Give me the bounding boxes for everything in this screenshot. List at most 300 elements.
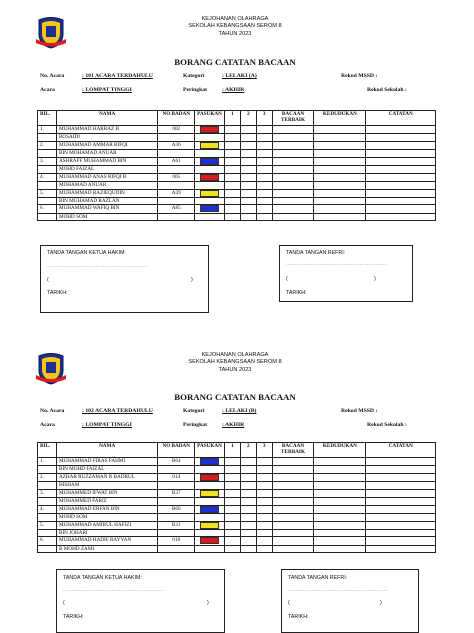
cell-empty[interactable]	[272, 458, 314, 466]
cell-pasukan	[195, 141, 225, 149]
cell-empty[interactable]	[272, 521, 314, 529]
cell-empty[interactable]	[240, 481, 256, 489]
cell-empty[interactable]	[240, 466, 256, 474]
cell-empty[interactable]	[314, 165, 366, 173]
cell-empty[interactable]	[366, 134, 436, 142]
cell-empty[interactable]	[224, 197, 240, 205]
school-header	[150, 352, 320, 374]
cell-empty[interactable]	[272, 513, 314, 521]
cell-empty[interactable]	[195, 181, 225, 189]
cell-empty[interactable]	[366, 497, 436, 505]
cell-empty[interactable]	[240, 458, 256, 466]
signature-box-referee	[281, 569, 419, 633]
cell-empty[interactable]	[256, 545, 272, 553]
cell-empty[interactable]	[314, 489, 366, 497]
cell-empty[interactable]	[256, 213, 272, 221]
cell-empty[interactable]	[158, 481, 195, 489]
cell-empty[interactable]	[224, 149, 240, 157]
cell-empty[interactable]	[240, 545, 256, 553]
table-row	[38, 489, 436, 497]
cell-pasukan	[195, 473, 225, 481]
cell-no-badan: 018	[158, 537, 195, 545]
cell-empty[interactable]	[256, 149, 272, 157]
cell-empty[interactable]	[314, 473, 366, 481]
cell-empty[interactable]	[224, 529, 240, 537]
cell-empty[interactable]	[272, 529, 314, 537]
cell-bil: 4.	[38, 505, 57, 513]
team-color-swatch	[200, 474, 219, 481]
cell-empty[interactable]	[314, 521, 366, 529]
form-title: BORANG CATATAN BACAAN	[174, 392, 296, 402]
cell-empty[interactable]	[314, 529, 366, 537]
cell-empty[interactable]	[256, 473, 272, 481]
cell-pasukan	[195, 537, 225, 545]
cell-empty[interactable]	[314, 134, 366, 142]
cell-no-badan: 002	[158, 126, 195, 134]
cell-empty[interactable]	[314, 126, 366, 134]
col-attempt-3: 3	[256, 111, 272, 126]
cell-empty[interactable]	[272, 126, 314, 134]
header-line: SEKOLAH KEBANGSAAN SEROM 8	[188, 23, 282, 30]
cell-empty[interactable]	[272, 545, 314, 553]
cell-pasukan	[195, 173, 225, 181]
cell-empty[interactable]	[224, 497, 240, 505]
cell-empty[interactable]	[272, 466, 314, 474]
cell-empty	[38, 165, 57, 173]
acara-value: : LOMPAT TINGGI	[82, 87, 132, 93]
cell-empty[interactable]	[256, 197, 272, 205]
acara-value: : LOMPAT TINGGI	[82, 422, 132, 428]
cell-empty[interactable]	[240, 205, 256, 213]
table-row	[38, 473, 436, 481]
cell-empty	[38, 134, 57, 142]
col-catatan: CATATAN	[366, 111, 436, 126]
cell-empty[interactable]	[224, 489, 240, 497]
cell-empty[interactable]	[272, 165, 314, 173]
cell-empty[interactable]	[240, 149, 256, 157]
cell-empty[interactable]	[272, 134, 314, 142]
table-row	[38, 173, 436, 181]
cell-bil: 2.	[38, 141, 57, 149]
cell-empty[interactable]	[256, 497, 272, 505]
cell-empty[interactable]	[256, 529, 272, 537]
cell-empty[interactable]	[314, 197, 366, 205]
cell-empty[interactable]	[366, 205, 436, 213]
team-color-swatch	[200, 158, 219, 165]
acara-label: Acara	[40, 87, 55, 93]
kategori-label: Kategori	[183, 73, 205, 79]
cell-empty[interactable]	[240, 521, 256, 529]
cell-nama-line2: B MOHD ZAMI	[56, 545, 157, 553]
cell-empty[interactable]	[256, 513, 272, 521]
cell-empty[interactable]	[256, 521, 272, 529]
table-row-continuation	[38, 466, 436, 474]
school-crest-icon	[33, 14, 69, 50]
cell-empty[interactable]	[272, 149, 314, 157]
cell-bil: 6.	[38, 537, 57, 545]
cell-empty[interactable]	[366, 213, 436, 221]
sig-paren-open: (	[288, 600, 290, 606]
cell-empty[interactable]	[366, 165, 436, 173]
cell-empty[interactable]	[314, 545, 366, 553]
cell-empty[interactable]	[256, 466, 272, 474]
cell-empty[interactable]	[366, 529, 436, 537]
cell-empty[interactable]	[256, 505, 272, 513]
header-line: TAHUN 2023	[218, 366, 252, 373]
team-color-swatch	[200, 522, 219, 529]
cell-empty[interactable]	[240, 141, 256, 149]
cell-empty[interactable]	[224, 505, 240, 513]
cell-empty[interactable]	[195, 497, 225, 505]
cell-empty[interactable]	[224, 545, 240, 553]
sig-paren-close: )	[207, 600, 209, 606]
cell-empty[interactable]	[366, 481, 436, 489]
cell-empty[interactable]	[366, 173, 436, 181]
cell-empty[interactable]	[195, 466, 225, 474]
cell-empty[interactable]	[240, 505, 256, 513]
cell-empty[interactable]	[272, 189, 314, 197]
cell-empty[interactable]	[314, 513, 366, 521]
peringkat-value: : AKHIR	[222, 422, 245, 428]
cell-empty[interactable]	[366, 189, 436, 197]
cell-nama-line1: MUHAMMAD AMMAR RIFQI	[56, 141, 157, 149]
table-row-continuation	[38, 134, 436, 142]
cell-empty[interactable]	[224, 165, 240, 173]
cell-empty[interactable]	[314, 189, 366, 197]
cell-empty[interactable]	[224, 521, 240, 529]
cell-empty[interactable]	[366, 149, 436, 157]
cell-empty[interactable]	[224, 205, 240, 213]
cell-empty[interactable]	[240, 134, 256, 142]
cell-nama-line1: MUHAMMAD HADIF RAYYAN	[56, 537, 157, 545]
cell-nama-line2: MOHD SOM	[56, 513, 157, 521]
cell-nama-line1: AZHAR RUZZAMAN B BADRUL	[56, 473, 157, 481]
cell-empty[interactable]	[314, 505, 366, 513]
no-acara-value: : 102 ACARA TERDAHULU	[82, 408, 153, 414]
cell-empty[interactable]	[256, 173, 272, 181]
sig-dots: ....................................................................	[47, 263, 148, 269]
cell-no-badan: A39	[158, 189, 195, 197]
school-crest-icon	[33, 350, 69, 386]
cell-empty[interactable]	[158, 545, 195, 553]
cell-empty[interactable]	[240, 157, 256, 165]
cell-empty	[38, 481, 57, 489]
cell-empty	[38, 213, 57, 221]
cell-nama-line1: MUHAMMAD ANAS RIFQI B	[56, 173, 157, 181]
sig-title: TANDA TANGAN KETUA HAKIM:	[47, 250, 126, 256]
cell-empty[interactable]	[256, 126, 272, 134]
cell-empty[interactable]	[240, 213, 256, 221]
cell-empty[interactable]	[314, 157, 366, 165]
team-color-swatch	[200, 537, 219, 544]
no-acara-label: No. Acara	[40, 408, 65, 414]
cell-empty[interactable]	[366, 545, 436, 553]
cell-empty[interactable]	[256, 205, 272, 213]
cell-empty[interactable]	[314, 458, 366, 466]
cell-empty[interactable]	[314, 141, 366, 149]
cell-no-badan: A85	[158, 205, 195, 213]
col-bacaan-terbaik: BACAAN TERBAIK	[272, 111, 314, 126]
team-color-swatch	[200, 142, 219, 149]
col-attempt-1: 1	[224, 443, 240, 458]
cell-empty[interactable]	[240, 197, 256, 205]
cell-empty[interactable]	[224, 513, 240, 521]
cell-empty[interactable]	[314, 181, 366, 189]
cell-empty[interactable]	[158, 213, 195, 221]
peringkat-label: Peringkat	[183, 87, 208, 93]
rekod-mssd-label: Rekod MSSD :	[341, 73, 378, 79]
cell-nama-line2: BIN JOHARI	[56, 529, 157, 537]
cell-empty[interactable]	[240, 537, 256, 545]
cell-empty[interactable]	[195, 213, 225, 221]
cell-bil: 1.	[38, 126, 57, 134]
col-attempt-2: 2	[240, 443, 256, 458]
cell-empty[interactable]	[256, 537, 272, 545]
table-row	[38, 537, 436, 545]
cell-empty[interactable]	[256, 189, 272, 197]
table-row-continuation	[38, 529, 436, 537]
cell-empty[interactable]	[366, 521, 436, 529]
cell-empty[interactable]	[224, 537, 240, 545]
cell-nama-line2: HISHAM	[56, 481, 157, 489]
cell-empty[interactable]	[366, 489, 436, 497]
sig-date-label: TARIKH:	[63, 614, 84, 620]
cell-no-badan: B64	[158, 458, 195, 466]
cell-empty[interactable]	[272, 505, 314, 513]
team-color-swatch	[200, 458, 219, 465]
cell-empty[interactable]	[272, 489, 314, 497]
cell-empty[interactable]	[224, 481, 240, 489]
cell-empty[interactable]	[314, 205, 366, 213]
cell-empty	[38, 181, 57, 189]
cell-empty[interactable]	[366, 157, 436, 165]
col-kedudukan: KEDUDUKAN	[314, 443, 366, 458]
cell-empty[interactable]	[224, 181, 240, 189]
cell-pasukan	[195, 489, 225, 497]
table-row-continuation	[38, 197, 436, 205]
cell-empty[interactable]	[272, 181, 314, 189]
team-color-swatch	[200, 490, 219, 497]
cell-empty[interactable]	[195, 481, 225, 489]
cell-empty[interactable]	[240, 513, 256, 521]
cell-empty[interactable]	[272, 173, 314, 181]
cell-empty[interactable]	[314, 537, 366, 545]
cell-empty	[38, 545, 57, 553]
cell-empty[interactable]	[224, 213, 240, 221]
sig-dots: ....................................................................	[63, 587, 164, 593]
cell-empty[interactable]	[240, 489, 256, 497]
cell-empty[interactable]	[366, 197, 436, 205]
cell-empty[interactable]	[272, 481, 314, 489]
cell-nama-line1: ASHRAFF MUHAMMAD BIN	[56, 157, 157, 165]
cell-nama-line1: MUHAMMED IFWAT BIN	[56, 489, 157, 497]
sig-date-label: TARIKH:	[286, 290, 307, 296]
cell-empty[interactable]	[224, 141, 240, 149]
cell-empty[interactable]	[256, 157, 272, 165]
sig-date-label: TARIKH:	[47, 290, 68, 296]
cell-pasukan	[195, 205, 225, 213]
cell-pasukan	[195, 521, 225, 529]
col-pasukan: PASUKAN	[195, 443, 225, 458]
table-row	[38, 521, 436, 529]
sig-title: TANDA TANGAN KETUA HAKIM:	[63, 575, 142, 581]
cell-empty[interactable]	[314, 466, 366, 474]
peringkat-value: : AKHIR	[222, 87, 245, 93]
table-header-row	[38, 443, 436, 458]
col-catatan: CATATAN	[366, 443, 436, 458]
cell-bil: 2.	[38, 473, 57, 481]
cell-nama-line2: MOHAMMED FARIZ	[56, 497, 157, 505]
cell-empty[interactable]	[366, 505, 436, 513]
cell-empty[interactable]	[240, 529, 256, 537]
cell-empty[interactable]	[272, 141, 314, 149]
table-row-continuation	[38, 545, 436, 553]
kategori-value: : LELAKI (A)	[222, 73, 257, 79]
col-attempt-1: 1	[224, 111, 240, 126]
sig-title: TANDA TANGAN REFRI:	[286, 250, 346, 256]
cell-empty[interactable]	[158, 497, 195, 505]
form-sheet-1	[0, 0, 474, 316]
cell-empty[interactable]	[272, 497, 314, 505]
sig-paren-open: (	[286, 276, 288, 282]
cell-empty[interactable]	[240, 126, 256, 134]
cell-empty[interactable]	[256, 165, 272, 173]
cell-empty[interactable]	[224, 157, 240, 165]
cell-empty[interactable]	[224, 458, 240, 466]
cell-empty[interactable]	[256, 489, 272, 497]
team-color-swatch	[200, 506, 219, 513]
cell-empty[interactable]	[158, 181, 195, 189]
header-line: KEJOHANAN OLAHRAGA	[201, 16, 269, 22]
cell-empty[interactable]	[240, 497, 256, 505]
cell-empty[interactable]	[272, 157, 314, 165]
cell-empty[interactable]	[272, 473, 314, 481]
cell-empty[interactable]	[272, 213, 314, 221]
cell-empty[interactable]	[240, 181, 256, 189]
table-row-continuation	[38, 497, 436, 505]
cell-empty[interactable]	[366, 466, 436, 474]
cell-empty[interactable]	[366, 537, 436, 545]
cell-empty[interactable]	[256, 141, 272, 149]
cell-empty[interactable]	[366, 181, 436, 189]
cell-empty[interactable]	[272, 537, 314, 545]
cell-empty[interactable]	[366, 473, 436, 481]
cell-empty[interactable]	[224, 173, 240, 181]
sig-date-label: TARIKH:	[288, 614, 309, 620]
cell-empty[interactable]	[158, 149, 195, 157]
cell-empty[interactable]	[240, 173, 256, 181]
table-header-row	[38, 111, 436, 126]
cell-empty[interactable]	[256, 481, 272, 489]
results-table	[37, 110, 436, 221]
cell-empty[interactable]	[224, 134, 240, 142]
cell-empty[interactable]	[195, 197, 225, 205]
cell-empty[interactable]	[366, 141, 436, 149]
cell-empty	[38, 149, 57, 157]
cell-nama-line2: MOHD FAIZAL	[56, 165, 157, 173]
table-body-1	[38, 126, 436, 221]
cell-empty[interactable]	[240, 473, 256, 481]
cell-empty[interactable]	[314, 497, 366, 505]
cell-empty[interactable]	[158, 529, 195, 537]
col-nama: NAMA	[56, 111, 157, 126]
cell-bil: 5.	[38, 189, 57, 197]
cell-empty[interactable]	[256, 181, 272, 189]
cell-no-badan: 005	[158, 173, 195, 181]
header-line: KEJOHANAN OLAHRAGA	[201, 352, 269, 358]
cell-no-badan: B37	[158, 489, 195, 497]
cell-empty[interactable]	[158, 134, 195, 142]
table-row-continuation	[38, 213, 436, 221]
cell-empty[interactable]	[224, 466, 240, 474]
cell-empty[interactable]	[256, 134, 272, 142]
sig-paren-close: )	[191, 277, 193, 283]
results-table	[37, 442, 436, 553]
cell-empty[interactable]	[195, 134, 225, 142]
cell-empty[interactable]	[314, 149, 366, 157]
form-title: BORANG CATATAN BACAAN	[174, 57, 296, 67]
cell-empty[interactable]	[366, 458, 436, 466]
cell-empty[interactable]	[224, 473, 240, 481]
cell-nama-line2: BIN MUHAMAD RAZLAN	[56, 197, 157, 205]
sig-paren-close: )	[374, 276, 376, 282]
cell-nama-line2: BIN MOHD FAIZAL	[56, 466, 157, 474]
cell-empty[interactable]	[272, 197, 314, 205]
cell-empty[interactable]	[224, 189, 240, 197]
cell-empty[interactable]	[240, 165, 256, 173]
acara-label: Acara	[40, 422, 55, 428]
cell-empty[interactable]	[314, 173, 366, 181]
col-attempt-3: 3	[256, 443, 272, 458]
cell-empty[interactable]	[195, 149, 225, 157]
table-row	[38, 458, 436, 466]
cell-bil: 4.	[38, 173, 57, 181]
cell-pasukan	[195, 505, 225, 513]
cell-empty[interactable]	[240, 189, 256, 197]
cell-empty[interactable]	[314, 213, 366, 221]
cell-empty[interactable]	[224, 126, 240, 134]
signature-box-referee	[279, 245, 413, 302]
cell-empty[interactable]	[195, 529, 225, 537]
cell-nama-line2: ROSAIDI	[56, 134, 157, 142]
col-bil: BIL.	[38, 111, 57, 126]
cell-nama-line2: BIN MOHAMAD ANUAR	[56, 149, 157, 157]
cell-empty[interactable]	[158, 197, 195, 205]
sig-paren-open: (	[63, 600, 65, 606]
cell-empty[interactable]	[366, 126, 436, 134]
cell-empty[interactable]	[158, 513, 195, 521]
col-no-badan: NO BADAN	[158, 443, 195, 458]
cell-empty[interactable]	[256, 458, 272, 466]
cell-empty[interactable]	[272, 205, 314, 213]
cell-empty[interactable]	[195, 165, 225, 173]
cell-nama-line1: MUHAMMAD ERFAN BIN	[56, 505, 157, 513]
cell-empty[interactable]	[158, 466, 195, 474]
cell-nama-line1: MUHAMMAD RAZIEQUDIN	[56, 189, 157, 197]
cell-empty[interactable]	[366, 513, 436, 521]
team-color-swatch	[200, 190, 219, 197]
cell-empty[interactable]	[195, 513, 225, 521]
cell-empty[interactable]	[314, 481, 366, 489]
col-pasukan: PASUKAN	[195, 111, 225, 126]
team-color-swatch	[200, 174, 219, 181]
cell-empty[interactable]	[158, 165, 195, 173]
cell-empty[interactable]	[195, 545, 225, 553]
no-acara-label: No. Acara	[40, 73, 65, 79]
cell-pasukan	[195, 126, 225, 134]
cell-bil: 1.	[38, 458, 57, 466]
col-bil: BIL.	[38, 443, 57, 458]
